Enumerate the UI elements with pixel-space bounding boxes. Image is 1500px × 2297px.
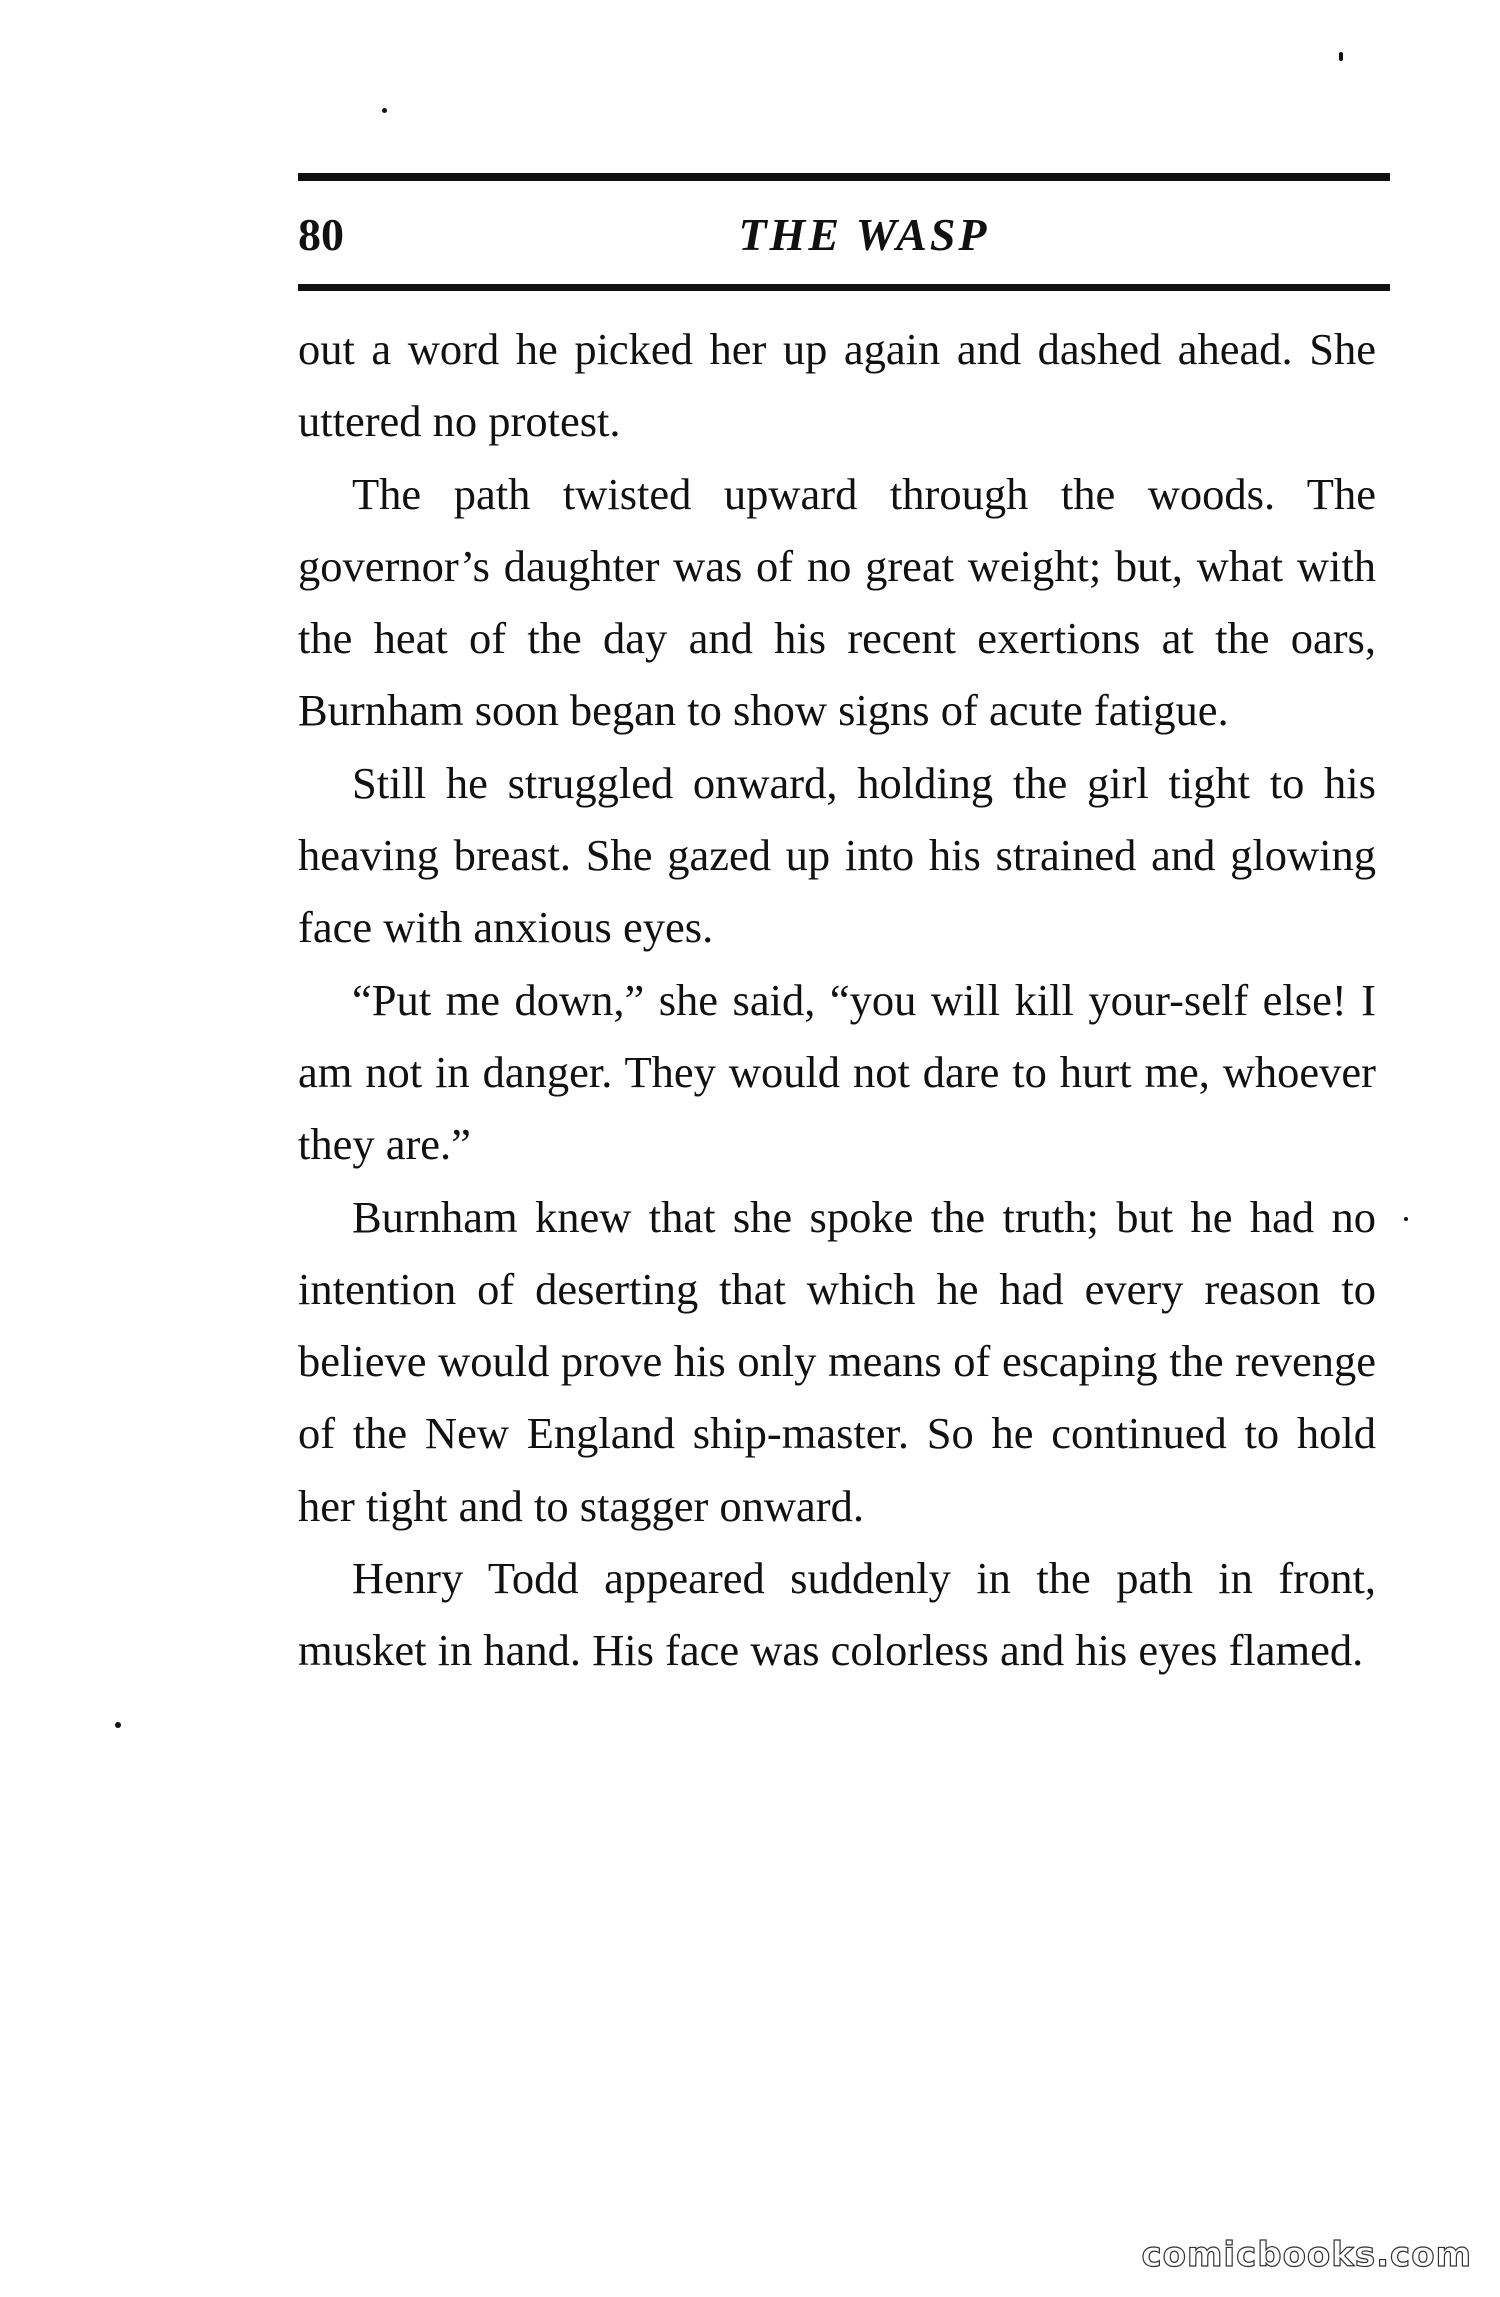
- running-head: [298, 207, 1390, 267]
- paragraph: The path twisted upward through the woods. The governor’s daughter was of no great weight; but, what with the heat of the day and his recent exertions at the oars, Burnham soon began to show signs of acute fatigue.: [298, 468, 1376, 736]
- ink-speck: [1404, 1217, 1408, 1221]
- paragraph: “Put me down,” she said, “you will kill your-self else! I am not in danger. They would not dare to hurt me, whoever they are.”: [298, 974, 1376, 1170]
- header-rule-bottom: [298, 284, 1390, 291]
- watermark: comicbooks.com: [1141, 2235, 1472, 2275]
- ink-speck: [1339, 52, 1343, 61]
- ink-speck: [382, 108, 387, 113]
- page-number: 80: [298, 209, 344, 260]
- page-body: [298, 313, 1376, 1687]
- paragraph: out a word he picked her up again and dashed ahead. She uttered no protest.: [298, 324, 1376, 447]
- running-title: THE WASP: [738, 209, 990, 260]
- header-rule-top: [298, 173, 1390, 181]
- paragraph: Still he struggled onward, holding the girl tight to his heaving breast. She gazed up into his strained and glowing face with anxious eyes.: [298, 757, 1376, 953]
- paragraph: Burnham knew that she spoke the truth; but he had no intention of deserting that which he had every reason to believe would prove his only means of escaping the revenge of the New England ship-master. So he continued to hold her tight and to stagger onward.: [298, 1191, 1376, 1531]
- paragraph: Henry Todd appeared suddenly in the path in front, musket in hand. His face was colorless and his eyes flamed.: [298, 1553, 1376, 1676]
- ink-speck: [115, 1722, 121, 1728]
